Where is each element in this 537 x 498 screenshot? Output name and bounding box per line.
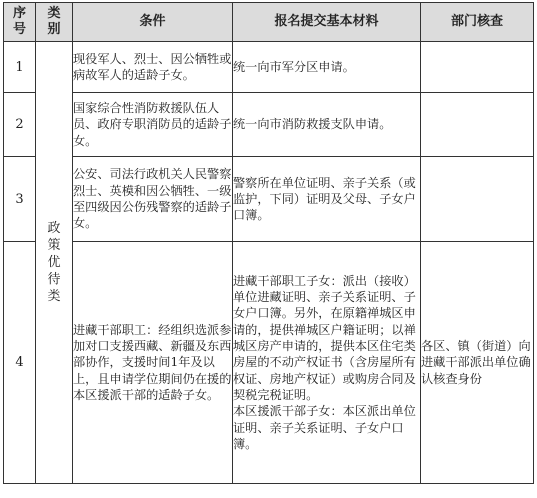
materials-text: 进藏干部职工子女：派出（接收）单位进藏证明、亲子关系证明、子女户口簿。另外，在原籍禅城区申请的，提供禅城区户籍证明；以禅城区房产申请的，提供本区住宅类房屋的不动产权证书（含房屋所有权证、房地产权证）或购房合同及契税完税证明。: [233, 273, 416, 402]
header-row: [4, 3, 534, 42]
condition-cell: 进藏干部职工：经组织选派参加对口支援西藏、新疆及东西部协作，支援时间1年及以上，且申请学位期间仍在援的本区援派干部的适龄子女。: [73, 242, 233, 484]
row-number: 2: [4, 93, 36, 157]
header-review: 部门核查: [421, 3, 534, 42]
policy-table: [3, 2, 534, 484]
materials-text: 统一向市军分区申请。: [233, 59, 355, 74]
condition-cell: 现役军人、烈士、因公牺牲或病故军人的适龄子女。: [73, 42, 233, 93]
header-condition: 条件: [73, 3, 233, 42]
condition-cell: 国家综合性消防救援队伍人员、政府专职消防员的适龄子女。: [73, 93, 233, 157]
table-row: [4, 42, 534, 93]
header-no: 序号: [4, 3, 36, 42]
header-materials: 报名提交基本材料: [233, 3, 421, 42]
review-cell: [421, 93, 534, 157]
row-number: 1: [4, 42, 36, 93]
condition-cell: 公安、司法行政机关人民警察烈士、英模和因公牺牲、一级至四级因公伤残警察的适龄子女。: [73, 157, 233, 242]
header-category: 类别: [36, 3, 73, 42]
review-cell: [421, 157, 534, 242]
materials-cell: [233, 242, 421, 484]
table-row: [4, 242, 534, 484]
table-row: [4, 93, 534, 157]
category-label: 政策优待类: [47, 221, 61, 304]
materials-cell: [233, 157, 421, 242]
review-cell: [421, 42, 534, 93]
materials-text: 本区援派干部子女：本区派出单位证明、亲子关系证明、子女户口簿。: [233, 404, 416, 451]
row-number: 3: [4, 157, 36, 242]
table-row: [4, 157, 534, 242]
row-number: 4: [4, 242, 36, 484]
materials-cell: [233, 93, 421, 157]
materials-text: 警察所在单位证明、亲子关系（或监护，下同）证明及父母、子女户口簿。: [233, 175, 416, 223]
materials-cell: [233, 42, 421, 93]
category-cell: [36, 42, 73, 484]
review-cell: 各区、镇（街道）向进藏干部派出单位确认核查身份: [421, 242, 534, 484]
materials-text: 统一向市消防救援支队申请。: [233, 117, 392, 132]
